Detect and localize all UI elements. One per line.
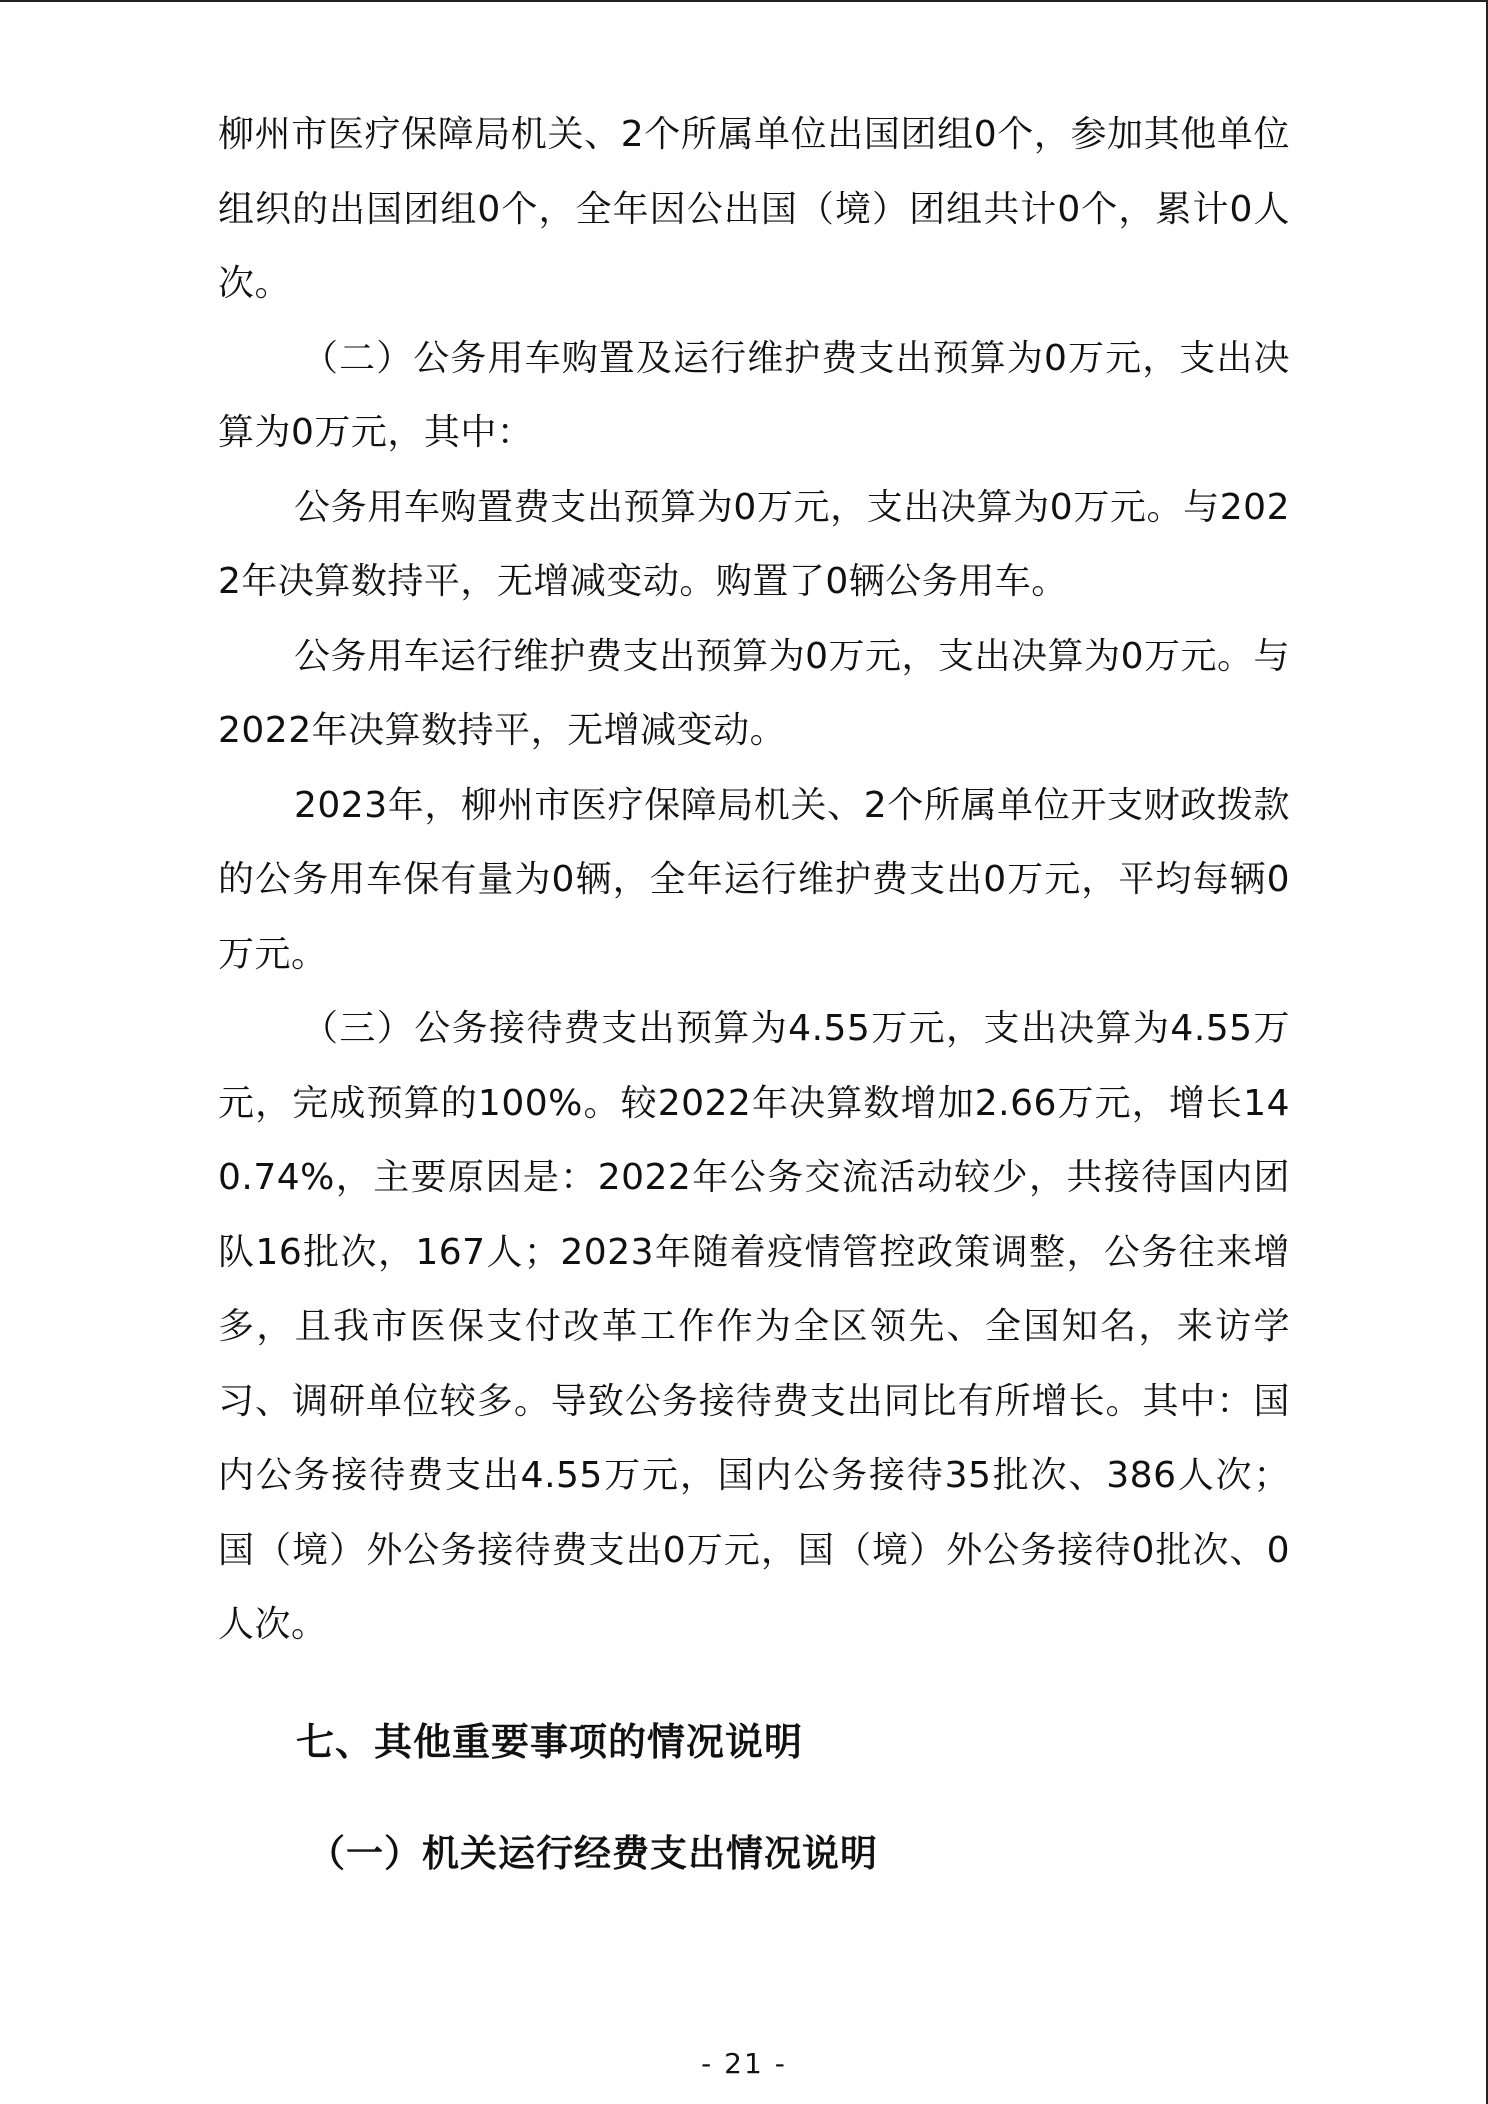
document-body <box>218 98 1290 1891</box>
subsection-heading: （一）机关运行经费支出情况说明 <box>308 1831 878 1875</box>
paragraph-vehicle-purchase: 公务用车购置费支出预算为0万元，支出决算为0万元。与2022年决算数持平，无增减变动。购置了0辆公务用车。 <box>218 486 1290 602</box>
page-number: - 21 - <box>701 2047 787 2080</box>
page-border-top <box>0 0 1488 2</box>
paragraph-vehicle-holdings: 2023年，柳州市医疗保障局机关、2个所属单位开支财政拨款的公务用车保有量为0辆，全年运行维护费支出0万元，平均每辆0万元。 <box>218 784 1290 975</box>
paragraph-vehicle-maintenance: 公务用车运行维护费支出预算为0万元，支出决算为0万元。与2022年决算数持平，无增减变动。 <box>218 635 1290 751</box>
section-heading: 七、其他重要事项的情况说明 <box>296 1719 804 1764</box>
paragraph-vehicle-summary: （二）公务用车购置及运行维护费支出预算为0万元，支出决算为0万元，其中： <box>218 337 1290 453</box>
paragraph-overseas-trips: 柳州市医疗保障局机关、2个所属单位出国团组0个，参加其他单位组织的出国团组0个，全年因公出国（境）团组共计0个，累计0人次。 <box>218 114 1290 304</box>
paragraph-reception-expenses: （三）公务接待费支出预算为4.55万元，支出决算为4.55万元，完成预算的100%。较2022年决算数增加2.66万元，增长140.74%，主要原因是：2022年公务交流活动较少，共接待国内团队16批次，167人；2023年随着疫情管控政策调整，公务往来增多，且我市医保支付改革工作作为全区领先、全国知名，来访学习、调研单位较多。导致公务接待费支出同比有所增长。其中：国内公务接待费支出4.55万元，国内公务接待35批次、386人次；国（境）外公务接待费支出0万元，国（境）外公务接待0批次、0人次。 <box>218 1008 1290 1645</box>
